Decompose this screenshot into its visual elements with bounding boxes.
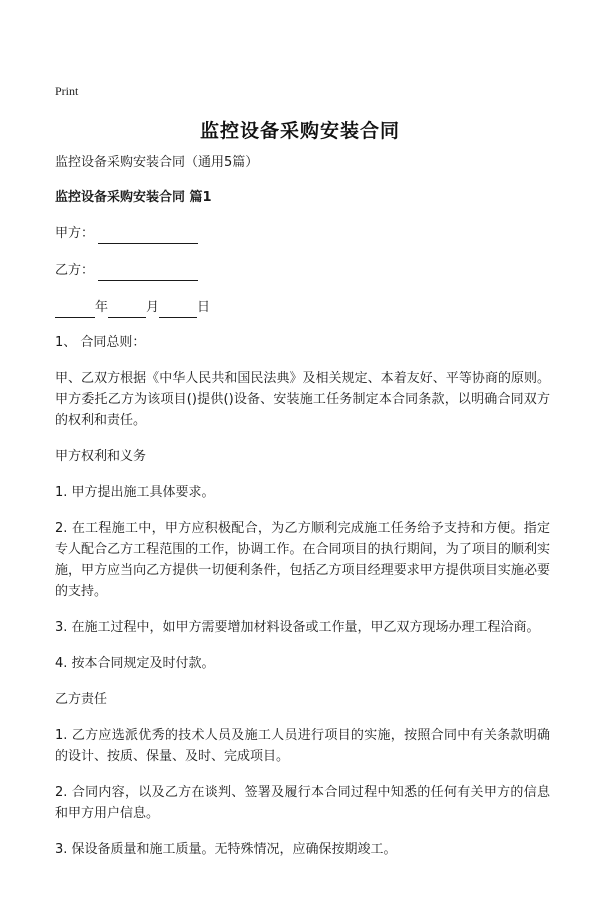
party-b-label: 乙方： bbox=[55, 263, 95, 278]
party-a-blank bbox=[98, 229, 198, 244]
document-title: 监控设备采购安装合同 bbox=[199, 120, 400, 142]
party-b-item: 3. 保设备质量和施工质量。无特殊情况，应确保按期竣工。 bbox=[55, 842, 397, 857]
document-subtitle: 监控设备采购安装合同（通用5篇） bbox=[55, 155, 259, 170]
party-b-blank bbox=[98, 266, 198, 281]
date-line bbox=[55, 297, 550, 318]
general-paragraph: 甲、乙双方根据《中华人民共和国民法典》及相关规定、本着友好、平等协商的原则。甲方委托乙方为该项目()提供()设备、安装施工任务制定本合同条款，以明确合同双方的权利和责任。 bbox=[55, 371, 550, 428]
print-label: Print bbox=[55, 84, 79, 98]
month-blank bbox=[108, 303, 146, 318]
party-a-line bbox=[55, 223, 550, 244]
party-a-rights-heading: 甲方权利和义务 bbox=[55, 449, 147, 464]
party-b-item: 2. 合同内容，以及乙方在谈判、签署及履行本合同过程中知悉的任何有关甲方的信息和甲方用户信息。 bbox=[55, 785, 550, 821]
section-heading: 监控设备采购安装合同 篇1 bbox=[55, 190, 212, 205]
party-b-line bbox=[55, 260, 550, 281]
party-b-duty-heading: 乙方责任 bbox=[55, 692, 108, 707]
month-label: 月 bbox=[146, 300, 160, 315]
party-a-item: 2. 在工程施工中，甲方应积极配合，为乙方顺利完成施工任务给予支持和方便。指定专人配合乙方工程范围的工作，协调工作。在合同项目的执行期间，为了项目的顺利实施，甲方应当向乙方提供一切便利条件，包括乙方项目经理要求甲方提供项目实施必要的支持。 bbox=[55, 521, 550, 599]
general-heading: 1、 合同总则： bbox=[55, 335, 146, 350]
party-a-item: 1. 甲方提出施工具体要求。 bbox=[55, 485, 215, 500]
party-a-label: 甲方： bbox=[55, 226, 95, 241]
party-a-item: 3. 在施工过程中，如甲方需要增加材料设备或工作量，甲乙双方现场办理工程洽商。 bbox=[55, 620, 540, 635]
party-a-item: 4. 按本合同规定及时付款。 bbox=[55, 656, 215, 671]
day-blank bbox=[159, 303, 197, 318]
year-label: 年 bbox=[95, 300, 109, 315]
party-b-item: 1. 乙方应选派优秀的技术人员及施工人员进行项目的实施，按照合同中有关条款明确的设计、按质、保量、及时、完成项目。 bbox=[55, 728, 550, 764]
year-blank bbox=[55, 303, 95, 318]
day-label: 日 bbox=[197, 300, 211, 315]
document-body bbox=[55, 152, 550, 875]
